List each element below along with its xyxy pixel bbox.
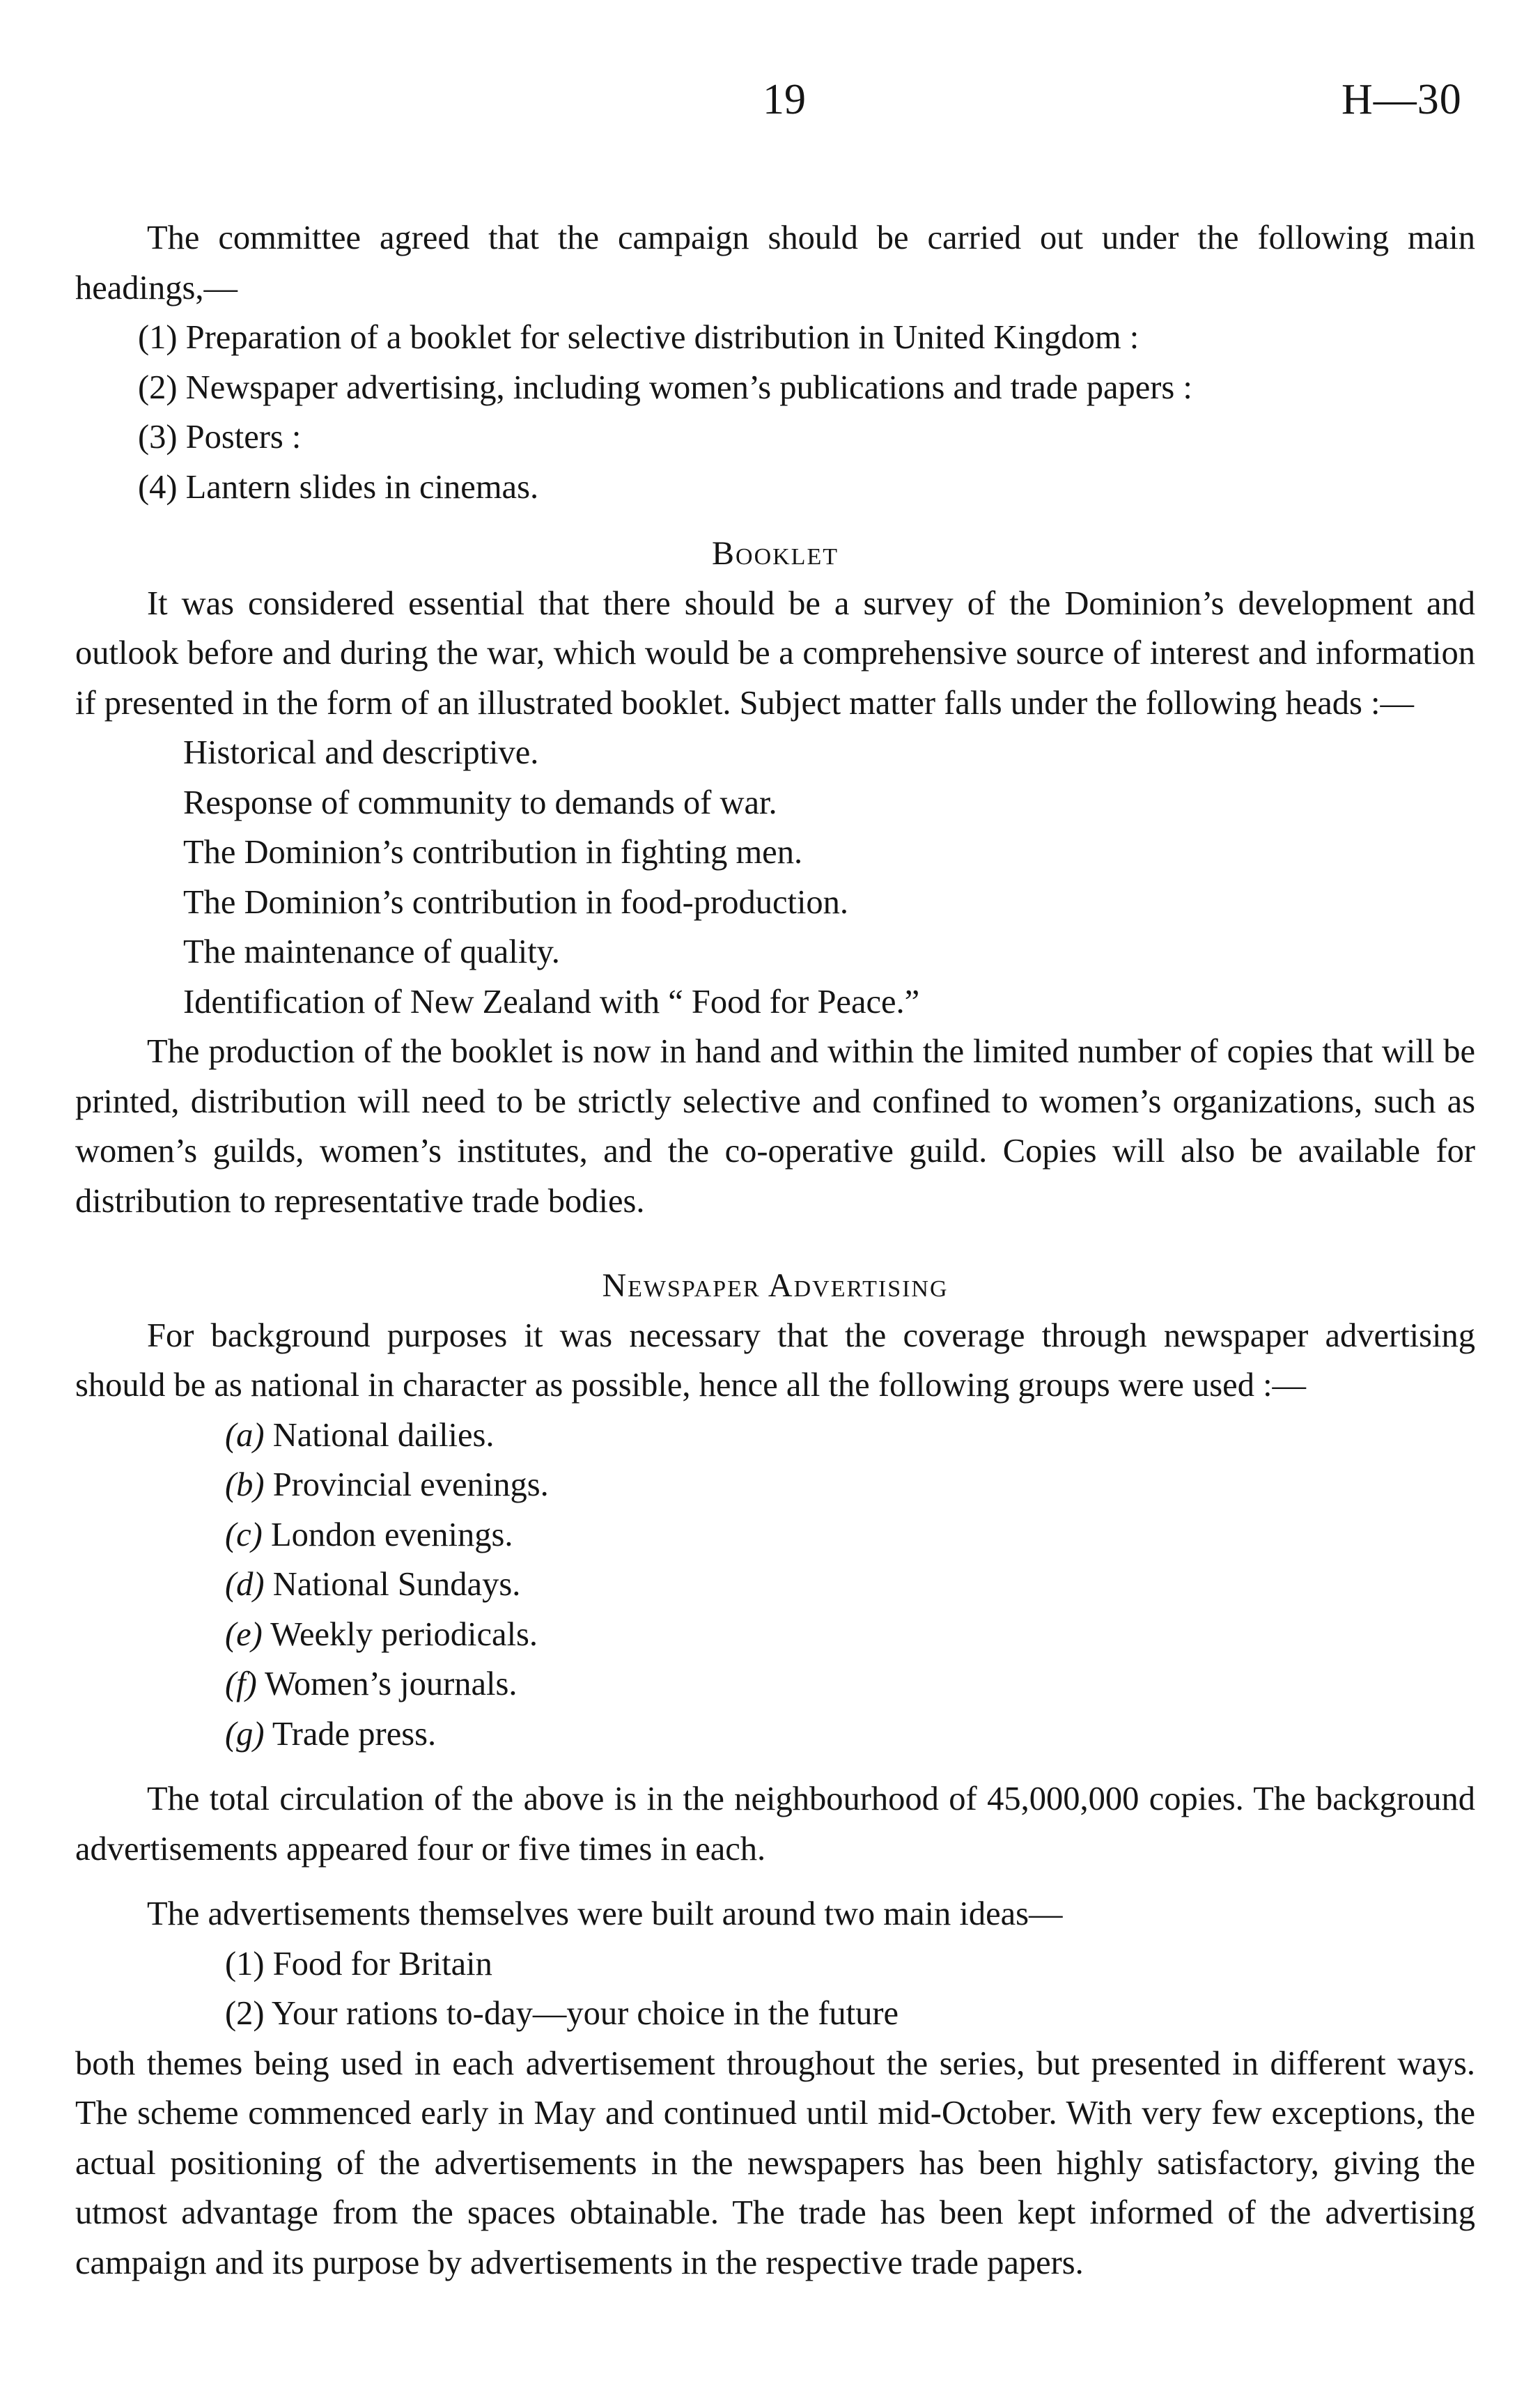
list-text: Weekly periodicals. bbox=[270, 1615, 538, 1653]
list-label: (c) bbox=[225, 1516, 263, 1553]
list-text: National dailies. bbox=[272, 1416, 495, 1454]
campaign-headings-list bbox=[75, 313, 1475, 512]
list-item bbox=[75, 1460, 1475, 1510]
section-heading-booklet: Booklet bbox=[712, 535, 839, 572]
list-label: (e) bbox=[225, 1615, 263, 1653]
list-item bbox=[75, 1610, 1475, 1660]
list-item: (2) Your rations to-day—your choice in the future bbox=[225, 1995, 899, 2032]
list-item: The Dominion’s contribution in food-production. bbox=[183, 883, 849, 921]
main-ideas-list bbox=[75, 1939, 1475, 2039]
booklet-subjects-list bbox=[75, 728, 1475, 1027]
list-item bbox=[75, 1560, 1475, 1610]
list-item bbox=[75, 1411, 1475, 1461]
list-label: (a) bbox=[225, 1416, 265, 1454]
list-item: (2) Newspaper advertising, including women’s publications and trade papers : bbox=[138, 368, 1192, 406]
list-item: (1) Preparation of a booklet for selective distribution in United Kingdom : bbox=[138, 319, 1140, 356]
list-label: (b) bbox=[225, 1466, 265, 1503]
section-heading-newspaper-advertising: Newspaper Advertising bbox=[602, 1267, 949, 1304]
list-item: Historical and descriptive. bbox=[183, 734, 539, 771]
list-item: The Dominion’s contribution in fighting men. bbox=[183, 834, 803, 871]
list-item: (1) Food for Britain bbox=[225, 1945, 492, 1982]
document-reference: H—30 bbox=[1341, 76, 1462, 123]
list-item bbox=[75, 1510, 1475, 1560]
intro-paragraph: The committee agreed that the campaign should be carried out under the following main headings,— bbox=[75, 219, 1475, 306]
list-label: (g) bbox=[225, 1715, 265, 1753]
list-text: Provincial evenings. bbox=[272, 1466, 549, 1503]
list-item: (3) Posters : bbox=[138, 419, 302, 456]
list-label: (f) bbox=[225, 1666, 257, 1702]
booklet-production-paragraph: The production of the booklet is now in hand and within the limited number of copies that will be printed, distribution will need to be strictly selective and confined to women’s organizations, such as women’s guilds, women’s institutes, and the co-operative guild. Copies will also be available for distribution to representative trade bodies. bbox=[75, 1033, 1475, 1220]
newspaper-paragraph: For background purposes it was necessary that the coverage through newspaper advertising should be as national in character as possible, hence all the following groups were used :— bbox=[75, 1317, 1475, 1404]
list-item: The maintenance of quality. bbox=[183, 933, 560, 970]
main-ideas-paragraph: The advertisements themselves were built around two main ideas— bbox=[147, 1895, 1063, 1932]
list-label: (d) bbox=[225, 1566, 265, 1603]
list-item: (4) Lantern slides in cinemas. bbox=[138, 468, 539, 506]
list-item: Identification of New Zealand with “ Food for Peace.” bbox=[183, 983, 920, 1020]
list-item: Response of community to demands of war. bbox=[183, 784, 777, 821]
list-text: Women’s journals. bbox=[265, 1666, 518, 1702]
document-body bbox=[75, 213, 1475, 2288]
list-item bbox=[75, 1659, 1475, 1709]
themes-paragraph: both themes being used in each advertisement throughout the series, but presented in different ways. The scheme commenced early in May and continued until mid-October. With very few exceptions, the actual positioning of the advertisements in the newspapers has been highly satisfactory, giving the utmost advantage from the spaces obtainable. The trade has been kept informed of the advertising campaign and its purpose by advertisements in the respective trade papers. bbox=[75, 2044, 1475, 2281]
page-number: 19 bbox=[763, 76, 806, 123]
list-item bbox=[75, 1709, 1475, 1760]
newspaper-groups-list bbox=[75, 1411, 1475, 1760]
circulation-paragraph: The total circulation of the above is in the neighbourhood of 45,000,000 copies. The background advertisements appeared four or five times in each. bbox=[75, 1780, 1475, 1868]
list-text: Trade press. bbox=[272, 1715, 437, 1753]
list-text: London evenings. bbox=[270, 1516, 513, 1553]
booklet-paragraph: It was considered essential that there should be a survey of the Dominion’s development and outlook before and during the war, which would be a comprehensive source of interest and information if presented in the form of an illustrated booklet. Subject matter falls under the following heads :— bbox=[75, 584, 1475, 722]
list-text: National Sundays. bbox=[272, 1566, 521, 1603]
